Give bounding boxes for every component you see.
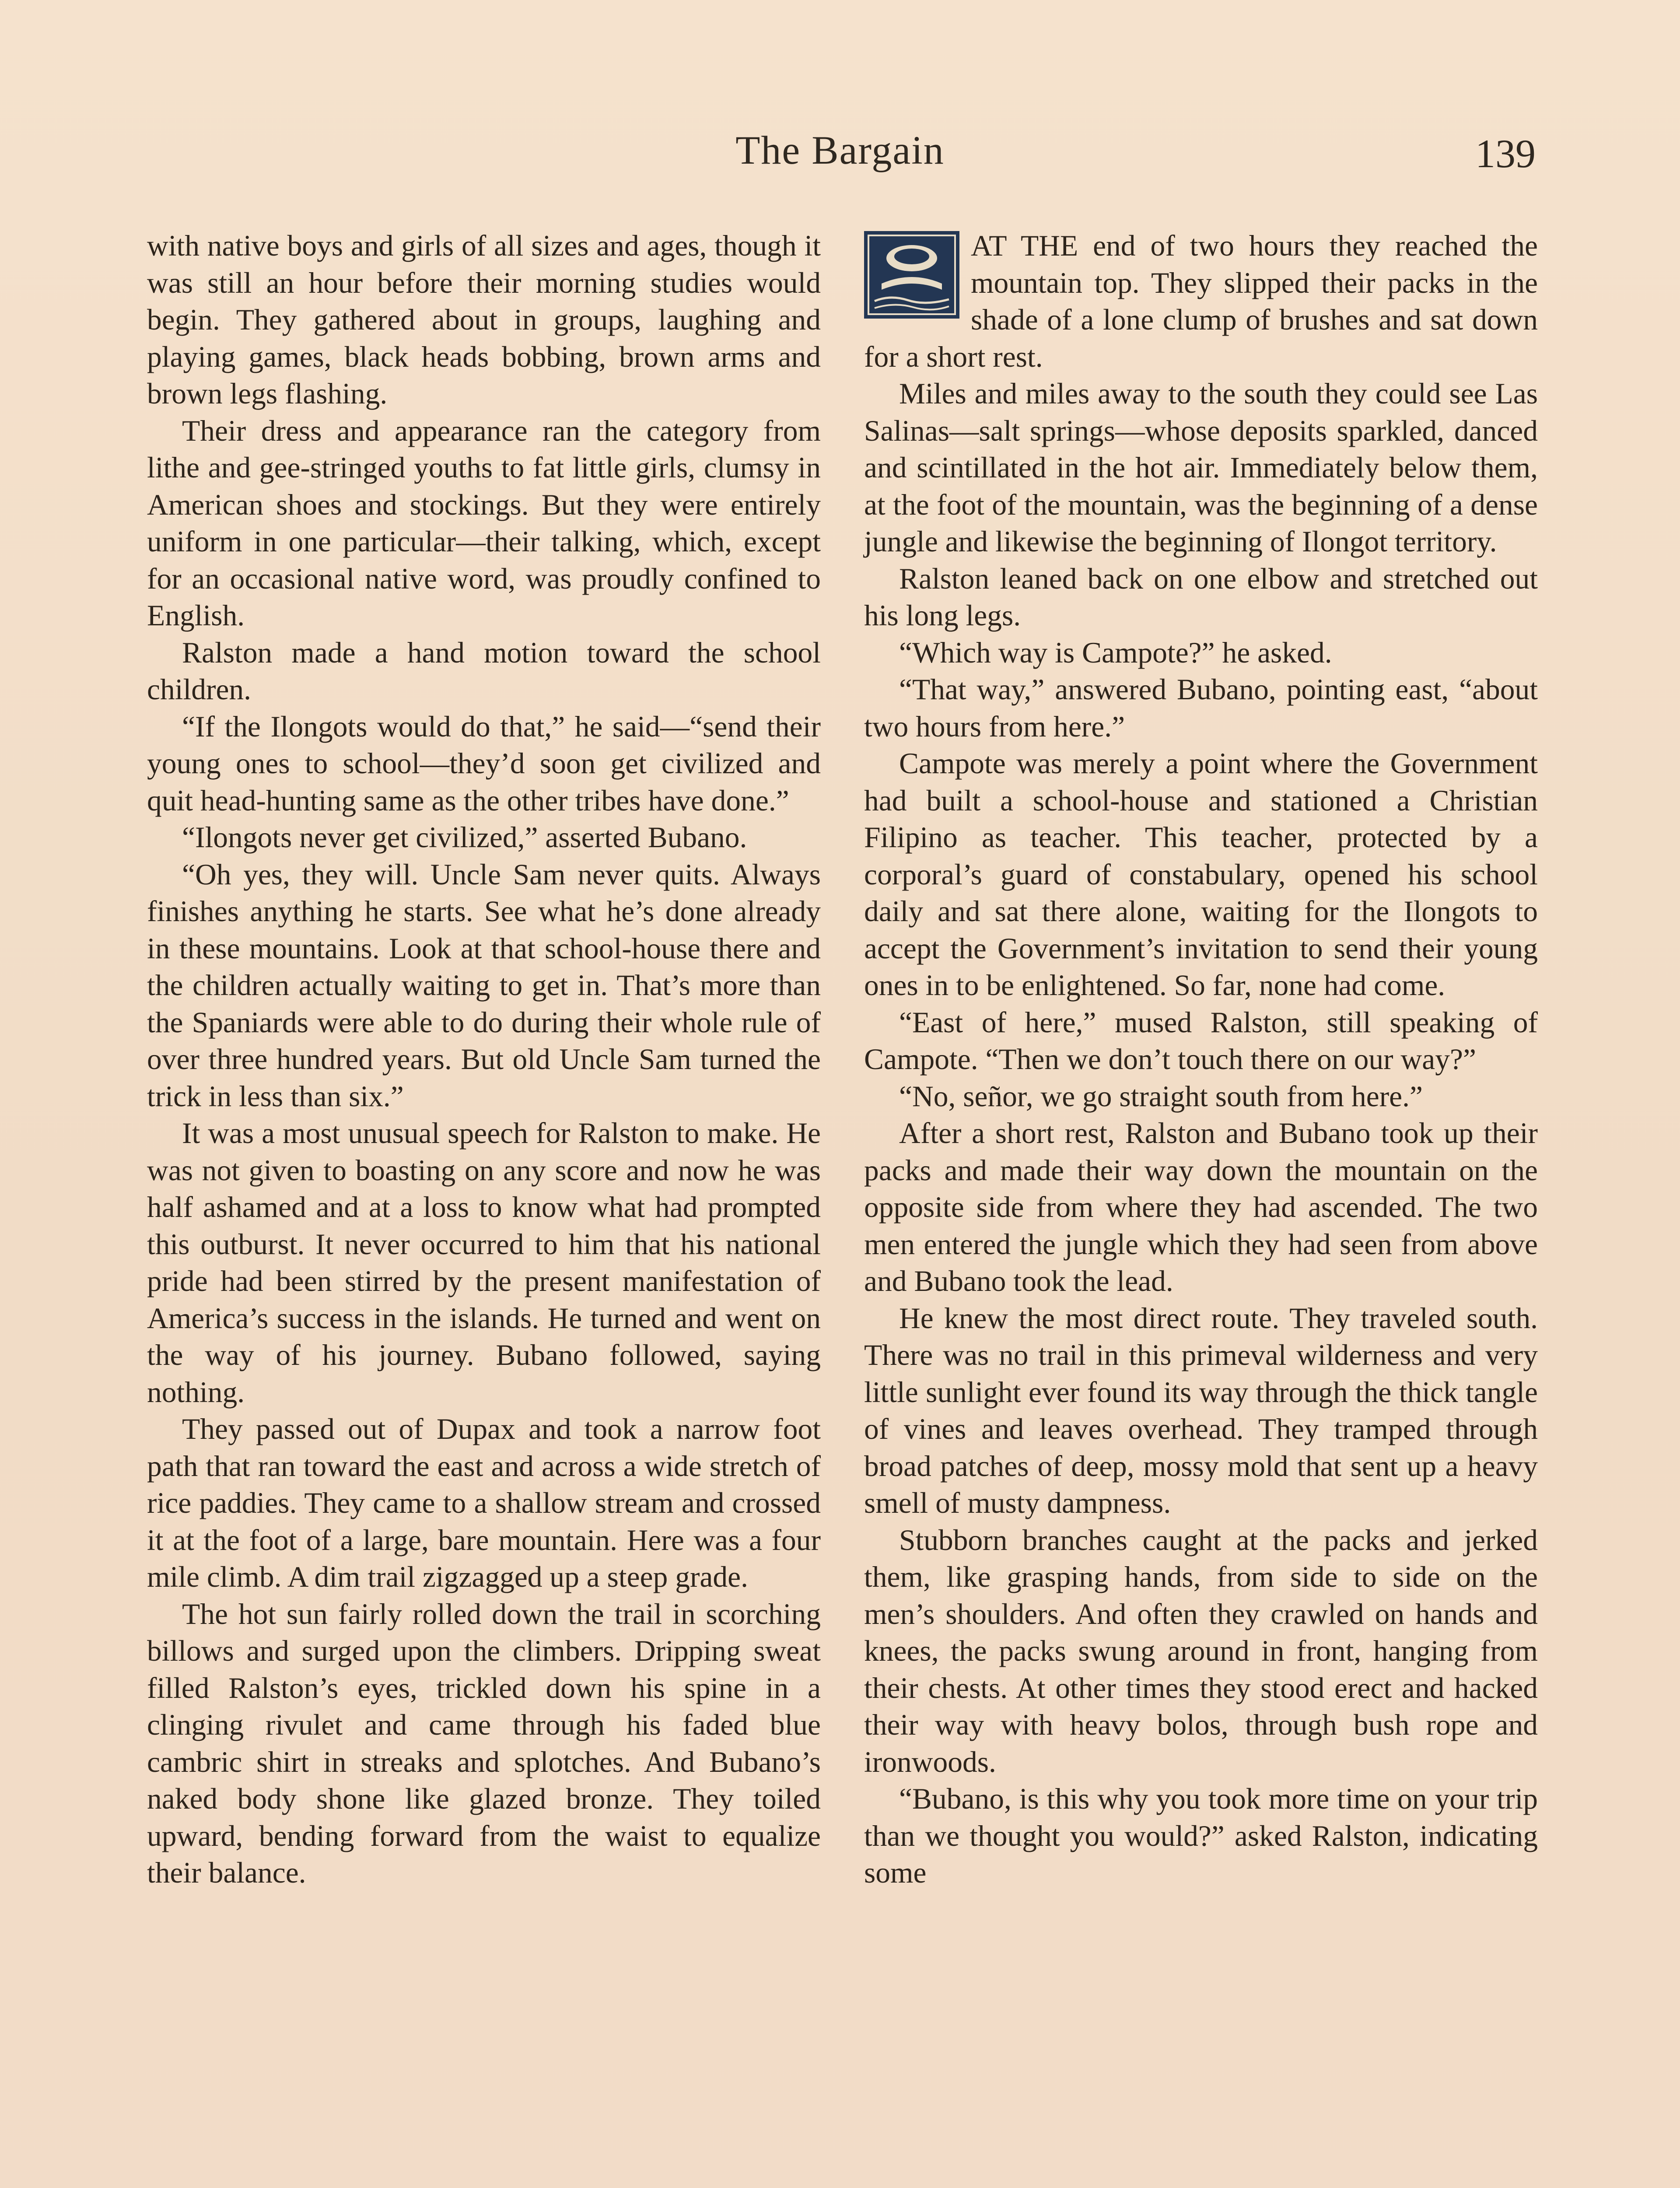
paragraph: “That way,” answered Bubano, pointing east, “about two hours from here.” [864, 673, 1538, 743]
paragraph: Campote was merely a point where the Government had built a school-house and stationed a Christian Filipino as teacher. This teacher, protected by a corporal’s guard of constabulary, opened his school daily and sat there alone, waiting for the Ilongots to accept the Government’s invitation to send their young ones in to be enlightened. So far, none had come. [864, 747, 1538, 1002]
paragraph: “Which way is Campote?” he asked. [899, 636, 1332, 669]
paragraph: The hot sun fairly rolled down the trail in scorching billows and surged upon the climbers. Dripping sweat filled Ralston’s eyes, trickled down his spine in a clinging rivulet and came through his faded blue cambric shirt in streaks and splotches. And Bubano’s naked body shone like glazed bronze. They toiled upward, bending forward from the waist to equalize their balance. [147, 1597, 821, 1889]
paragraph: “Bubano, is this why you took more time on your trip than we thought you would?” asked Ralston, indicating some [864, 1782, 1538, 1889]
paragraph: “East of here,” mused Ralston, still speaking of Campote. “Then we don’t touch there on our way?” [864, 1006, 1538, 1076]
paragraph: He knew the most direct route. They traveled south. There was no trail in this primeval wilderness and very little sunlight ever found its way through the thick tangle of vines and leaves overhead. They tramped through broad patches of deep, mossy mold that sent up a heavy smell of musty dampness. [864, 1301, 1538, 1519]
paragraph: “Oh yes, they will. Uncle Sam never quits. Always finishes anything he starts. See what he’s done already in these mountains. Look at that school-house there and the children actually waiting to get in. That’s more than the Spaniards were able to do during their whole rule of over three hundred years. But old Uncle Sam turned the trick in less than six.” [147, 858, 821, 1113]
paragraph: After a short rest, Ralston and Bubano took up their packs and made their way down the mountain on the opposite side from where they had ascended. The two men entered the jungle which they had seen from above and Bubano took the lead. [864, 1117, 1538, 1297]
page-number: 139 [1475, 131, 1536, 176]
paragraph: They passed out of Dupax and took a narrow foot path that ran toward the east and across a wide stretch of rice paddies. They came to a shallow stream and crossed it at the foot of a large, bare mountain. Here was a four mile climb. A dim trail zigzagged up a steep grade. [147, 1413, 821, 1593]
paragraph: Stubborn branches caught at the packs and jerked them, like grasping hands, from side to side on the men’s shoulders. And often they crawled on hands and knees, the packs swung around in front, hanging from their chests. At other times they stood erect and hacked their way with heavy bolos, through bush rope and ironwoods. [864, 1523, 1538, 1778]
right-column [864, 228, 1538, 1892]
paragraph: Their dress and appearance ran the category from lithe and gee-stringed youths to fat little girls, clumsy in American shoes and stockings. But they were entirely uniform in one particular—their talking, which, except for an occasional native word, was proudly confined to English. [147, 414, 821, 632]
paragraph: Miles and miles away to the south they could see Las Salinas—salt springs—whose deposits sparkled, danced and scintillated in the hot air. Immediately below them, at the foot of the mountain, was the beginning of a dense jungle and likewise the beginning of Ilongot territory. [864, 377, 1538, 558]
left-column [147, 228, 821, 1892]
paragraph: Ralston made a hand motion toward the school children. [147, 636, 821, 706]
section-ornament-illustration [864, 231, 959, 319]
paragraph: “No, señor, we go straight south from here.” [899, 1080, 1423, 1113]
paragraph: Ralston leaned back on one elbow and stretched out his long legs. [864, 562, 1538, 632]
running-title: The Bargain [735, 128, 945, 172]
opening-paragraph: AT THE end of two hours they reached the mountain top. They slipped their packs in the shade of a lone clump of brushes and sat down for a short rest. [864, 229, 1538, 373]
paragraph: “If the Ilongots would do that,” he said—“send their young ones to school—they’d soon get civilized and quit head-hunting same as the other tribes have done.” [147, 710, 821, 817]
paragraph: “Ilongots never get civilized,” asserted Bubano. [182, 821, 747, 854]
page-header [144, 127, 1536, 188]
paragraph: It was a most unusual speech for Ralston to make. He was not given to boasting on any score and now he was half ashamed and at a loss to know what had prompted this outburst. It never occurred to him that his national pride had been stirred by the present manifestation of America’s success in the islands. He turned and went on the way of his journey. Bubano followed, saying nothing. [147, 1117, 821, 1409]
paragraph: with native boys and girls of all sizes and ages, though it was still an hour before their morning studies would begin. They gathered about in groups, laughing and playing games, black heads bobbing, brown arms and brown legs flashing. [147, 229, 821, 410]
